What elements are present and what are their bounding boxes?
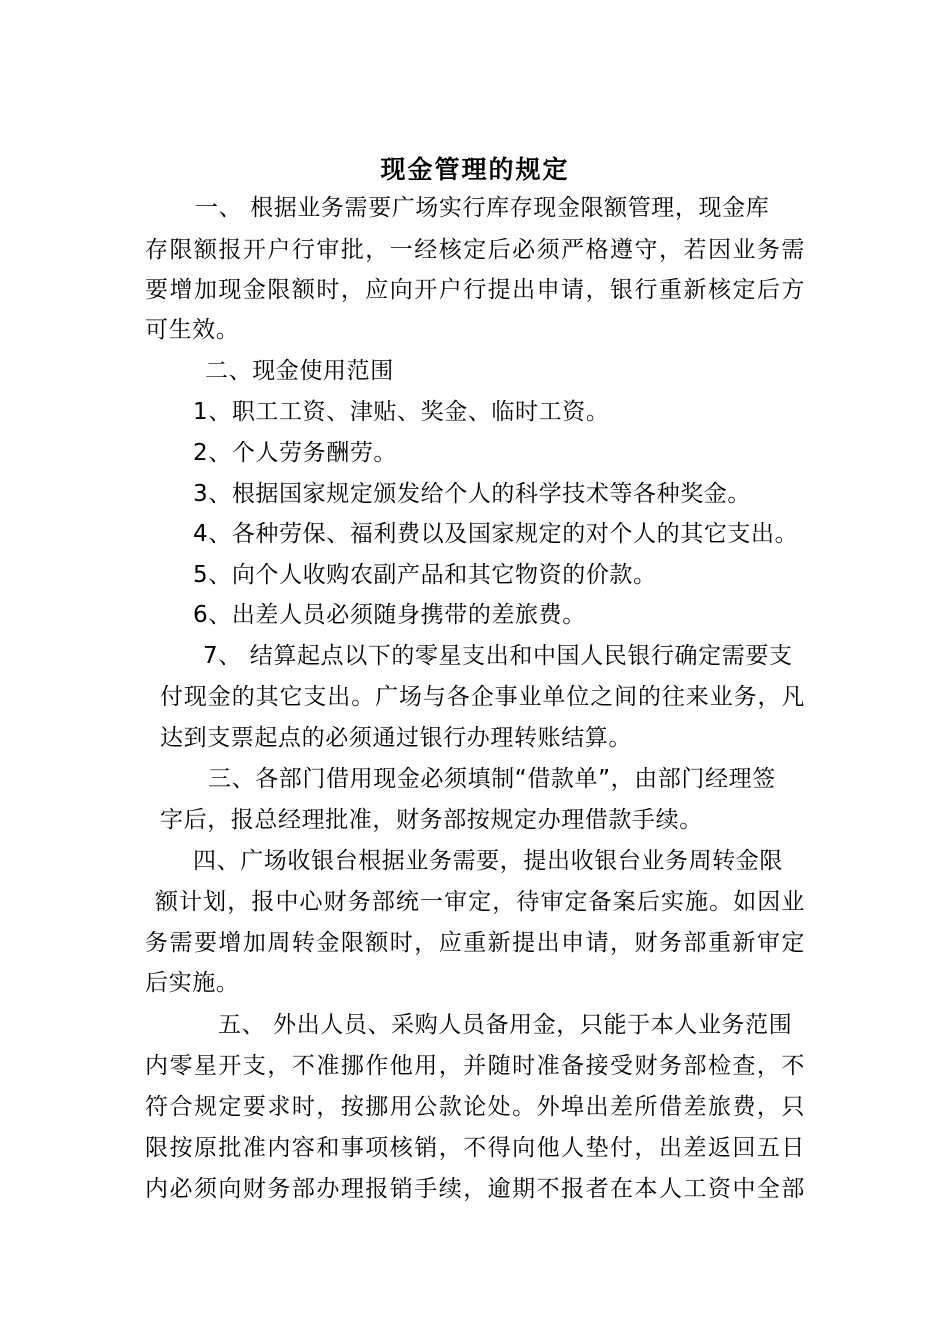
list-item-7-line-2: 付现金的其它支出。广场与各企事业单位之间的往来业务，凡 — [160, 684, 805, 710]
list-item-1: 1、职工工资、津贴、奖金、临时工资。 — [193, 399, 610, 425]
paragraph-1-line-4: 可生效。 — [145, 317, 240, 343]
paragraph-4-line-3: 务需要增加周转金限额时，应重新提出申请，财务部重新审定 — [145, 930, 805, 956]
list-item-5: 5、向个人收购农副产品和其它物资的价款。 — [193, 562, 657, 588]
paragraph-1-line-1: 一、 根据业务需要广场实行库存现金限额管理，现金库 — [195, 195, 770, 221]
list-item-7-line-3: 达到支票起点的必须通过银行办理转账结算。 — [160, 725, 632, 751]
document-title: 现金管理的规定 — [380, 155, 570, 184]
paragraph-4-line-1: 四、广场收银台根据业务需要，提出收银台业务周转金限 — [193, 848, 783, 874]
paragraph-5-line-2: 内零星开支，不准挪作他用，并随时准备接受财务部检查，不 — [145, 1053, 805, 1079]
section-2-heading: 二、现金使用范围 — [205, 358, 394, 384]
paragraph-1-line-3: 要增加现金限额时，应向开户行提出申请，银行重新核定后方 — [145, 277, 805, 303]
paragraph-5-line-5: 内必须向财务部办理报销手续，逾期不报者在本人工资中全部 — [145, 1176, 805, 1202]
paragraph-5-line-4: 限按原批准内容和事项核销，不得向他人垫付，出差返回五日 — [145, 1135, 805, 1161]
paragraph-3-line-1: 三、各部门借用现金必须填制“借款单”，由部门经理签 — [208, 766, 776, 792]
paragraph-4-line-2: 额计划，报中心财务部统一审定，待审定备案后实施。如因业 — [155, 889, 805, 915]
list-item-7-line-1: 7、 结算起点以下的零星支出和中国人民银行确定需要支 — [203, 643, 793, 669]
list-item-4: 4、各种劳保、福利费以及国家规定的对个人的其它支出。 — [193, 521, 799, 547]
list-item-3: 3、根据国家规定颁发给个人的科学技术等各种奖金。 — [193, 481, 752, 507]
paragraph-3-line-2: 字后，报总经理批准，财务部按规定办理借款手续。 — [160, 807, 703, 833]
paragraph-4-line-4: 后实施。 — [145, 970, 240, 996]
paragraph-1-line-2: 存限额报开户行审批，一经核定后必须严格遵守，若因业务需 — [145, 237, 805, 263]
paragraph-5-line-3: 符合规定要求时，按挪用公款论处。外埠出差所借差旅费，只 — [145, 1094, 805, 1120]
paragraph-5-line-1: 五、 外出人员、采购人员备用金，只能于本人业务范围 — [218, 1012, 793, 1038]
list-item-2: 2、个人劳务酬劳。 — [193, 440, 398, 466]
list-item-6: 6、出差人员必须随身携带的差旅费。 — [193, 602, 586, 628]
